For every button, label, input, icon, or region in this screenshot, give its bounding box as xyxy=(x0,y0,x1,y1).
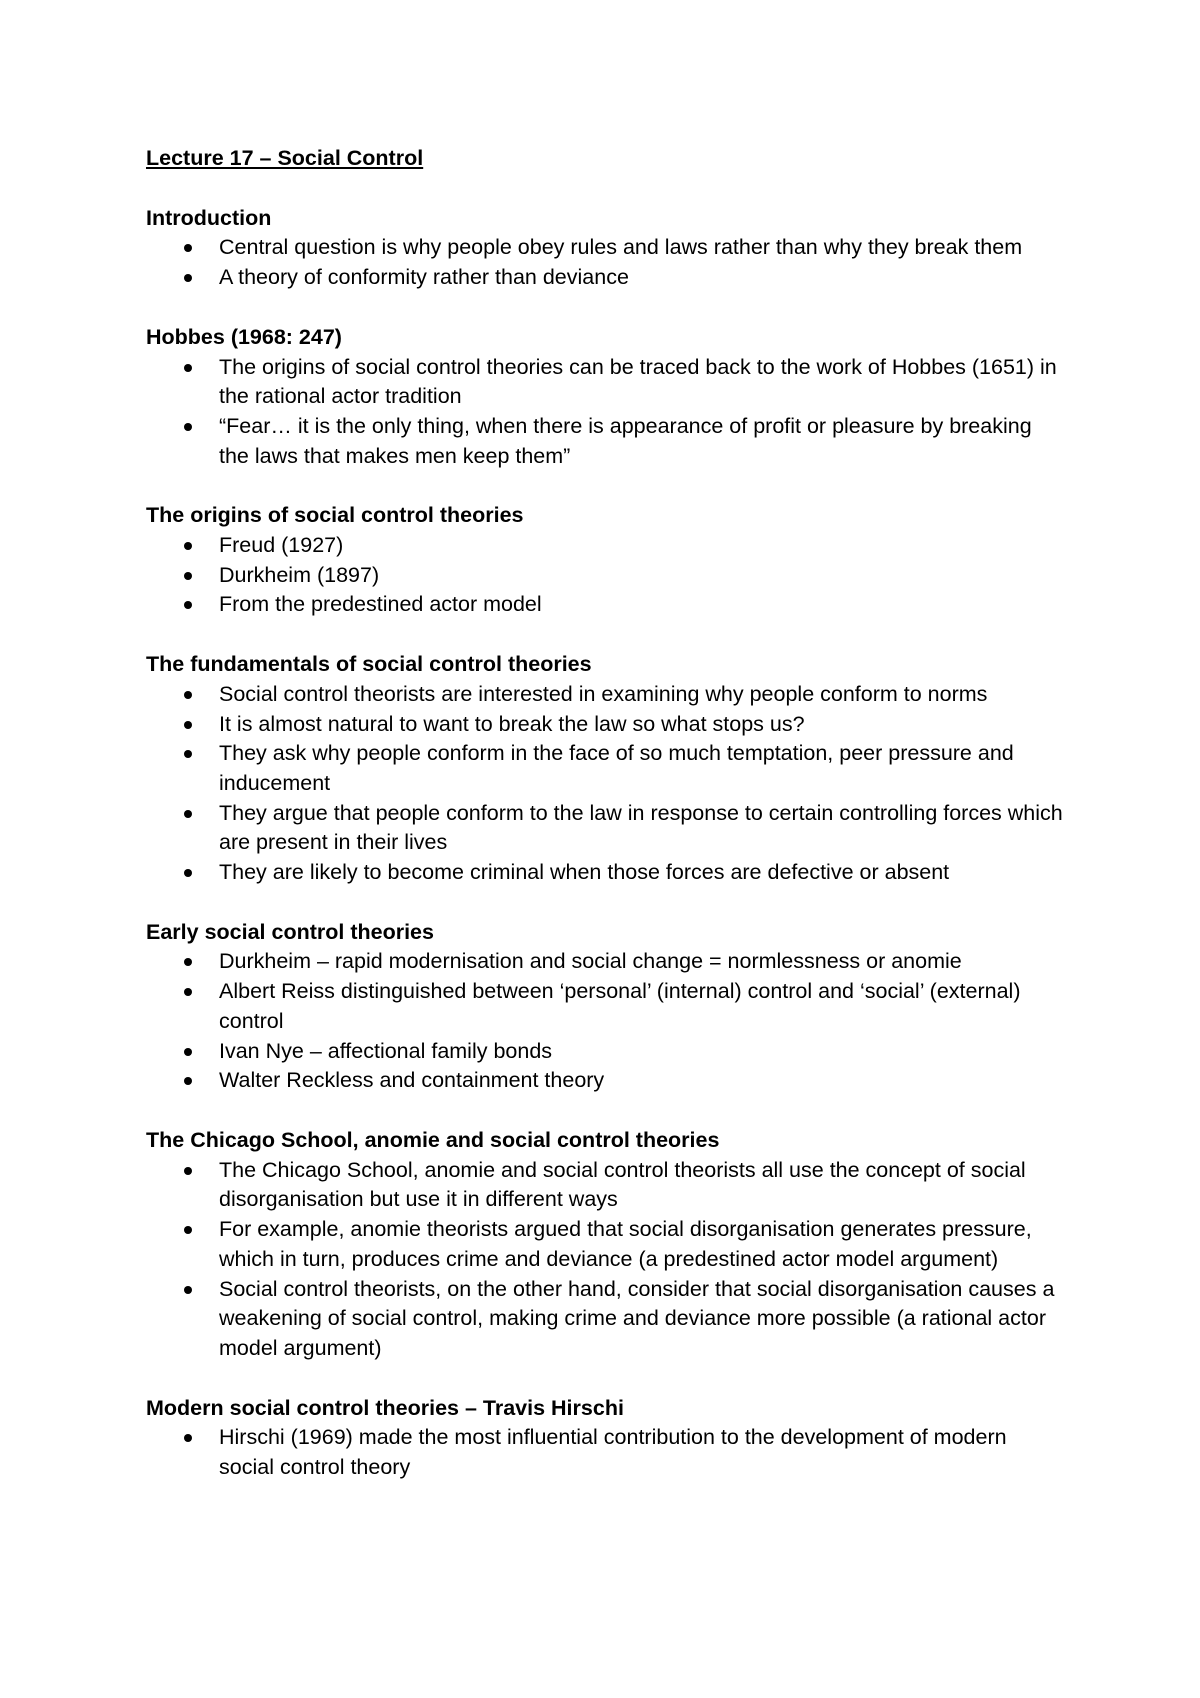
bullet-dot-icon xyxy=(184,1048,192,1056)
bullet-dot-icon xyxy=(184,958,192,966)
bullet-text: Durkheim (1897) xyxy=(219,562,380,587)
bullet-text: From the predestined actor model xyxy=(219,592,542,617)
bullet-item xyxy=(146,590,1066,620)
sections-container xyxy=(146,204,1066,1483)
bullet-item xyxy=(146,233,1066,263)
section-heading: The Chicago School, anomie and social control theories xyxy=(146,1127,720,1152)
bullet-text: The origins of social control theories can be traced back to the work of Hobbes (1651) in the rational actor tradition xyxy=(219,354,1057,409)
bullet-dot-icon xyxy=(184,572,192,580)
bullet-text: It is almost natural to want to break the law so what stops us? xyxy=(219,711,805,736)
bullet-item xyxy=(146,561,1066,591)
section-heading: The origins of social control theories xyxy=(146,503,524,528)
bullet-text: Freud (1927) xyxy=(219,533,344,558)
bullet-item xyxy=(146,412,1066,471)
bullet-item xyxy=(146,1037,1066,1067)
bullet-list xyxy=(146,1423,1066,1482)
bullet-list xyxy=(146,947,1066,1096)
bullet-item xyxy=(146,680,1066,710)
bullet-item xyxy=(146,947,1066,977)
bullet-item xyxy=(146,1215,1066,1274)
bullet-dot-icon xyxy=(184,601,192,609)
bullet-list xyxy=(146,233,1066,292)
bullet-item xyxy=(146,263,1066,293)
bullet-dot-icon xyxy=(184,274,192,282)
section-heading: Modern social control theories – Travis Hirschi xyxy=(146,1395,624,1420)
bullet-item xyxy=(146,858,1066,888)
section xyxy=(146,323,1066,472)
section-heading: Introduction xyxy=(146,205,272,230)
bullet-item xyxy=(146,977,1066,1036)
section-heading: The fundamentals of social control theories xyxy=(146,652,592,677)
bullet-dot-icon xyxy=(184,869,192,877)
section-heading: Early social control theories xyxy=(146,919,434,944)
section-heading: Hobbes (1968: 247) xyxy=(146,324,342,349)
bullet-list xyxy=(146,1156,1066,1364)
bullet-dot-icon xyxy=(184,542,192,550)
bullet-dot-icon xyxy=(184,1286,192,1294)
bullet-dot-icon xyxy=(184,423,192,431)
bullet-text: Ivan Nye – affectional family bonds xyxy=(219,1038,553,1063)
bullet-text: Central question is why people obey rules and laws rather than why they break them xyxy=(219,235,1023,260)
bullet-item xyxy=(146,799,1066,858)
bullet-dot-icon xyxy=(184,364,192,372)
bullet-item xyxy=(146,710,1066,740)
bullet-item xyxy=(146,1275,1066,1364)
section xyxy=(146,204,1066,293)
bullet-text: Albert Reiss distinguished between ‘personal’ (internal) control and ‘social’ (external) control xyxy=(219,979,1021,1033)
bullet-dot-icon xyxy=(184,691,192,699)
bullet-text: Hirschi (1969) made the most influential contribution to the development of modern social control theory xyxy=(219,1425,1007,1480)
bullet-text: Durkheim – rapid modernisation and social change = normlessness or anomie xyxy=(219,949,962,974)
bullet-text: They argue that people conform to the law in response to certain controlling forces which are present in their lives xyxy=(219,800,1063,855)
bullet-item xyxy=(146,1156,1066,1215)
bullet-item xyxy=(146,531,1066,561)
bullet-text: The Chicago School, anomie and social control theorists all use the concept of social disorganisation but use it in different ways xyxy=(219,1157,1026,1212)
document-title: Lecture 17 – Social Control xyxy=(146,146,424,170)
bullet-list xyxy=(146,531,1066,620)
bullet-dot-icon xyxy=(184,1077,192,1085)
bullet-dot-icon xyxy=(184,1167,192,1175)
document-page xyxy=(146,144,1066,1513)
section xyxy=(146,650,1066,888)
bullet-dot-icon xyxy=(184,1434,192,1442)
bullet-dot-icon xyxy=(184,1226,192,1234)
bullet-text: Social control theorists, on the other hand, consider that social disorganisation causes a weakening of social control, making crime and deviance more possible (a rational actor model argument) xyxy=(219,1276,1055,1360)
section xyxy=(146,918,1066,1096)
section xyxy=(146,1394,1066,1483)
bullet-text: They ask why people conform in the face of so much temptation, peer pressure and inducement xyxy=(219,741,1014,795)
bullet-text: Walter Reckless and containment theory xyxy=(219,1068,605,1093)
bullet-dot-icon xyxy=(184,244,192,252)
bullet-dot-icon xyxy=(184,750,192,758)
bullet-item xyxy=(146,739,1066,798)
bullet-list xyxy=(146,353,1066,472)
bullet-list xyxy=(146,680,1066,888)
bullet-item xyxy=(146,1066,1066,1096)
bullet-text: They are likely to become criminal when those forces are defective or absent xyxy=(219,860,950,885)
bullet-dot-icon xyxy=(184,988,192,996)
bullet-dot-icon xyxy=(184,721,192,729)
bullet-text: “Fear… it is the only thing, when there is appearance of profit or pleasure by breaking the laws that makes men keep them” xyxy=(219,413,1032,468)
bullet-text: A theory of conformity rather than deviance xyxy=(219,265,629,290)
section xyxy=(146,1126,1066,1364)
section xyxy=(146,501,1066,620)
bullet-text: Social control theorists are interested in examining why people conform to norms xyxy=(219,681,988,706)
bullet-dot-icon xyxy=(184,810,192,818)
bullet-item xyxy=(146,353,1066,412)
bullet-text: For example, anomie theorists argued that social disorganisation generates pressure, which in turn, produces crime and deviance (a predestined actor model argument) xyxy=(219,1217,1032,1271)
bullet-item xyxy=(146,1423,1066,1482)
